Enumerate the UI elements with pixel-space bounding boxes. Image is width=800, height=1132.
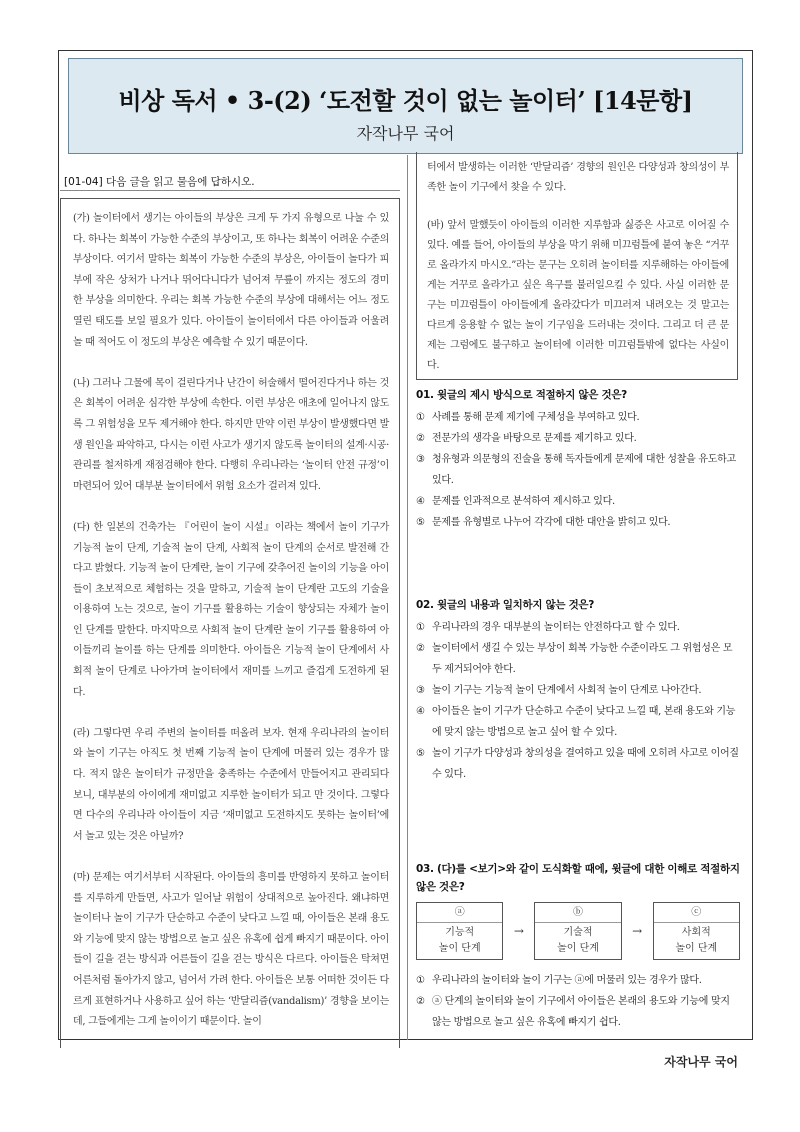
passage-paragraph: (라) 그렇다면 우리 주변의 놀이터를 떠올려 보자. 현재 우리나라의 놀이터와 놀이 기구는 아직도 첫 번째 기능적 놀이 단계에 머물러 있는 경우가 많다. 적지 않은 놀이터가 규정만을 충족하는 수준에서 만들어지고 관리되다 보니, 대부분의 아이에게 재미없고 지루한 놀이터가 되고 만 것이다. 그렇다면 다수의 우리나라 아이들이 지금 ‘재미없고 도전하지도 못하는 놀이터’에서 놀고 있는 것은 아닐까?: [73, 727, 389, 842]
option-text: 전문가의 생각을 바탕으로 문제를 제기하고 있다.: [432, 433, 637, 444]
option-text: 청유형과 의문형의 진술을 통해 독자들에게 문제에 대한 성찰을 유도하고 있다.: [432, 454, 736, 486]
passage-paragraph: (다) 한 일본의 건축가는 『어린이 놀이 시설』이라는 책에서 놀이 기구가 기능적 놀이 단계, 기술적 놀이 단계, 사회적 놀이 단계의 순서로 발전해 간다고 밝혔다. 기능적 놀이 단계란, 놀이 기구에 갖추어진 놀이의 기능을 아이들이 초보적으로 체험하는 것을 말하고, 기술적 놀이 단계란 고도의 기술을 이용하여 노는 것으로, 놀이 기구를 활용하는 기술이 향상되는 자체가 놀이인 단계를 말한다. 마지막으로 사회적 놀이 단계란 놀이 기구를 활용하여 아이들끼리 놀이를 하는 단계를 의미한다. 아이들은 기능적 놀이 단계에서 사회적 놀이 단계로 나아가며 놀이터에서 재미를 느끼고 즐겁게 도전하게 된다.: [73, 521, 389, 698]
stage-name: 기술적: [563, 927, 593, 938]
question-stem: 03. (다)를 <보기>와 같이 도식화할 때에, 윗글에 대한 이해로 적절하지 않은 것은?: [416, 863, 740, 893]
option-text: 사례를 통해 문제 제기에 구체성을 부여하고 있다.: [432, 412, 640, 423]
question-stem: 01. 윗글의 제시 방식으로 적절하지 않은 것은?: [416, 389, 627, 401]
stage-label: ⓒ: [654, 905, 739, 923]
stage-name: 놀이 단계: [675, 943, 718, 954]
reading-passage-continued: [416, 152, 738, 380]
passage-paragraph: (가) 놀이터에서 생기는 아이들의 부상은 크게 두 가지 유형으로 나눌 수 있다. 하나는 회복이 가능한 수준의 부상이고, 또 하나는 회복이 어려운 수준의 부상이다. 여기서 말하는 회복이 가능한 수준의 부상은, 아이들이 놀다가 피부에 작은 상처가 나거나 뛰어다니다가 넘어져 무릎이 까지는 정도의 경미한 부상을 의미한다. 우리는 회복 가능한 수준의 부상에 대해서는 어느 정도 열린 태도를 보일 필요가 있다. 아이들이 놀이터에서 다른 아이들과 어울려 놀 때 적어도 이 정도의 부상은 예측할 수 있기 때문이다.: [73, 213, 389, 348]
stage-box: [653, 902, 740, 960]
option-number: ②: [416, 996, 425, 1007]
page-footer: 자작나무 국어: [664, 1055, 738, 1069]
column-divider: [407, 155, 408, 1040]
answer-option[interactable]: [416, 743, 740, 785]
instruction-text: [01-04] 다음 글을 읽고 물음에 답하시오.: [64, 176, 255, 188]
stage-name: 놀이 단계: [557, 943, 599, 954]
option-text: 놀이 기구가 다양성과 창의성을 결여하고 있을 때에 오히려 사고로 이어질 수 있다.: [432, 748, 739, 780]
stage-box: [416, 902, 503, 960]
option-number: ②: [416, 433, 425, 444]
option-number: ④: [416, 706, 425, 717]
answer-option[interactable]: [416, 701, 740, 743]
passage-paragraph: (마) 문제는 여기서부터 시작된다. 아이들의 흥미를 반영하지 못하고 놀이터를 지루하게 만들면, 사고가 일어날 위험이 상대적으로 높아진다. 왜냐하면 놀이터나 놀이 기구가 단순하고 수준이 낮다고 느낄 때, 아이들은 본래 용도와 기능에 맞지 않는 방법으로 놀고 싶은 유혹에 쉽게 빠지기 때문이다. 아이들이 길을 걷는 방식과 어른들이 길을 걷는 방식은 다르다. 아이들은 탁쳐면 어른처럼 돌아가지 않고, 넘어서 가려 한다. 아이들은 보통 어떠한 것이든 다르게 표현하거나 사용하고 싶어 하는 ‘반달리즘(vandalism)’ 경향을 보이는데, 그들에게는 그게 놀이이기 때문이다. 놀이: [73, 872, 389, 1028]
stage-name: 놀이 단계: [438, 943, 481, 954]
stage-diagram: [416, 902, 740, 960]
option-text: 놀이터에서 생길 수 있는 부상이 회복 가능한 수준이라도 그 위험성은 모두 제거되어야 한다.: [432, 643, 733, 675]
option-number: ①: [416, 622, 425, 633]
answer-option[interactable]: [416, 491, 740, 512]
instruction-underline: [60, 190, 400, 191]
answer-option[interactable]: [416, 428, 740, 449]
option-number: ④: [416, 496, 425, 507]
stage-box: [534, 902, 621, 960]
option-number: ①: [416, 975, 425, 986]
option-text: 문제를 유형별로 나누어 각각에 대한 대안을 밝히고 있다.: [432, 517, 671, 528]
stage-label: ⓑ: [535, 905, 620, 923]
stage-name: 사회적: [681, 927, 711, 938]
question-03: [416, 860, 740, 1033]
option-text: 놀이 기구는 기능적 놀이 단계에서 사회적 놀이 단계로 나아간다.: [432, 685, 702, 696]
option-text: 우리나라의 놀이터와 놀이 기구는 ⓐ에 머물러 있는 경우가 많다.: [432, 975, 702, 986]
answer-option[interactable]: [416, 407, 740, 428]
page-subtitle: 자작나무 국어: [356, 124, 455, 143]
answer-option[interactable]: [416, 617, 740, 638]
answer-option[interactable]: [416, 449, 740, 491]
option-number: ③: [416, 454, 425, 465]
passage-paragraph: (바) 앞서 말했듯이 아이들의 이러한 지루함과 싫증은 사고로 이어질 수 있다. 예를 들어, 아이들의 부상을 막기 위해 미끄럼틀에 붙여 놓은 “거꾸로 올라가지 마시오.”라는 문구는 오히려 놀이터를 지루해하는 아이들에게는 거꾸로 올라가고 싶은 욕구를 불러일으킬 수 있다. 사실 이러한 문구는 미끄럼틀이 아이들에게 올라갔다가 미끄러져 내려오는 것 말고는 다르게 응용할 수 없는 놀이 기구임을 드러내는 것이다. 그리고 더 큰 문제는 그럼에도 불구하고 놀이터에 이러한 미끄럼틀밖에 없다는 사실이다.: [427, 220, 729, 371]
question-01: [416, 386, 740, 533]
arrow-icon: →: [513, 924, 524, 938]
option-text: ⓐ 단계의 놀이터와 놀이 기구에서 아이들은 본래의 용도와 기능에 맞지 않는 방법으로 놀고 싶은 유혹에 빠지기 쉽다.: [432, 996, 730, 1028]
answer-option[interactable]: [416, 991, 740, 1033]
reading-passage: [60, 198, 400, 1048]
option-number: ⑤: [416, 748, 425, 759]
answer-option[interactable]: [416, 680, 740, 701]
answer-option[interactable]: [416, 512, 740, 533]
option-text: 아이들은 놀이 기구가 단순하고 수준이 낮다고 느낄 때, 본래 용도와 기능에 맞지 않는 방법으로 놀고 싶어 할 수 있다.: [432, 706, 736, 738]
answer-option[interactable]: [416, 970, 740, 991]
option-text: 문제를 인과적으로 분석하여 제시하고 있다.: [432, 496, 615, 507]
passage-paragraph: (나) 그러나 그물에 목이 걸린다거나 난간이 허술해서 떨어진다거나 하는 것은 회복이 어려운 심각한 부상에 속한다. 이런 부상은 애초에 일어나지 않도록 그 위험성을 모두 제거해야 한다. 하지만 만약 이런 부상이 발생했다면 발생 원인을 파악하고, 다시는 이런 사고가 생기지 않도록 놀이터의 설계·시공·관리를 철저하게 재점검해야 한다. 다행히 우리나라는 ‘놀이터 안전 규정’이 마련되어 있어 대부분 놀이터에서 위험 요소가 걸러져 있다.: [73, 377, 389, 492]
page-title: 비상 독서 • 3-(2) ‘도전할 것이 없는 놀이터’ [14문항]: [118, 86, 693, 115]
stage-name: 기능적: [445, 927, 475, 938]
question-02: [416, 596, 740, 785]
title-header: [68, 58, 743, 154]
option-number: ①: [416, 412, 425, 423]
arrow-icon: →: [632, 924, 643, 938]
option-number: ③: [416, 685, 425, 696]
stage-label: ⓐ: [417, 905, 502, 923]
option-text: 우리나라의 경우 대부분의 놀이터는 안전하다고 할 수 있다.: [432, 622, 680, 633]
option-number: ②: [416, 643, 425, 654]
question-stem: 02. 윗글의 내용과 일치하지 않는 것은?: [416, 599, 595, 611]
option-number: ⑤: [416, 517, 425, 528]
passage-paragraph: 터에서 발생하는 이러한 ‘반달리즘’ 경향의 원인은 다양성과 창의성이 부족한 놀이 기구에서 찾을 수 있다.: [427, 162, 729, 193]
answer-option[interactable]: [416, 638, 740, 680]
